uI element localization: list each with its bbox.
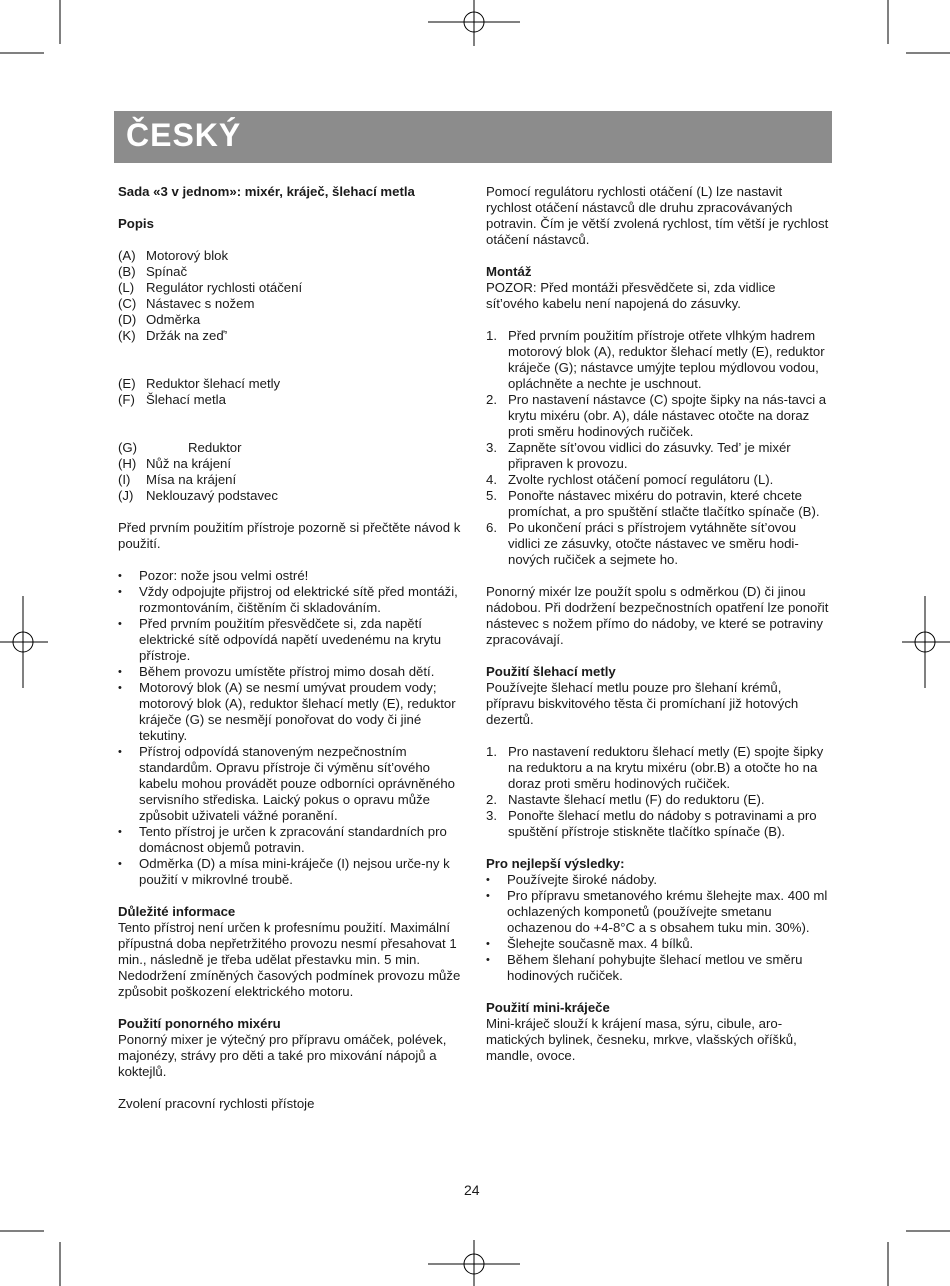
list-item: 4. Zvolte rychlost otáčení pomocí regulátoru (L).	[486, 472, 774, 487]
list-item: • Před prvním použitím přesvědčete si, zda napětí elektrické sítě odpovídá napětí uvedenému na krytu přístroje.	[118, 616, 464, 664]
parts-list-c	[118, 440, 464, 504]
parts-list-a	[118, 248, 464, 344]
montaz-heading: Montáž	[486, 264, 532, 279]
product-title: Sada «3 v jednom»: mixér, kráječ, šlehací metla	[118, 184, 415, 199]
mini-heading: Použití mini-kráječe	[486, 1000, 610, 1015]
list-item: • Odměrka (D) a mísa mini-kráječe (I) nejsou urče-ny k použití v mikrovlné troubě.	[118, 856, 464, 888]
part-item: (F) Šlehací metla	[118, 392, 226, 407]
part-item: (I) Mísa na krájení	[118, 472, 237, 487]
left-column	[118, 184, 464, 1112]
list-item: • Tento přístroj je určen k zpracování standardních pro domácnost objemů potravin.	[118, 824, 464, 856]
list-item: • Používejte široké nádoby.	[486, 872, 831, 888]
intro-text: Před prvním použitím přístroje pozorně si přečtěte návod k použití.	[118, 520, 461, 551]
ponorny-text: Ponorný mixér lze použít spolu s odměrkou (D) či jinou nádobou. Při dodržení bezpečnostních opatření lze ponořit nástevec s nožem přímo do nádoby, ve které se potraviny zpracovávají.	[486, 584, 829, 647]
whisk-heading: Použití šlehací metly	[486, 664, 616, 679]
mixer-heading: Použití ponorného mixéru	[118, 1016, 281, 1031]
important-text: Tento přístroj není určen k profesnímu použití. Maximální přípustná doba nepřetržitého provozu nesmí přesahovat 1 min., následně je třeba udělat přestavku min. 5 min. Nedodržení zmíněných časových podmínek provozu může způsobit poškození elektrického motoru.	[118, 920, 461, 999]
page-title: ČESKÝ	[126, 117, 242, 153]
right-column	[486, 184, 831, 1064]
list-item: • Během šlehaní pohybujte šlehací metlou ve směru hodinových ručiček.	[486, 952, 831, 984]
list-item: 2. Pro nastavení nástavce (C) spojte šipky na nás-tavci a krytu mixéru (obr. A), dále nástavec otočte na doraz proti směru hodinových ručiček.	[486, 392, 827, 439]
part-item: (G) Reduktor	[118, 440, 242, 455]
part-item: (A) Motorový blok	[118, 248, 229, 263]
best-heading: Pro nejlepší výsledky:	[486, 856, 625, 871]
montaz-warning: POZOR: Před montáži přesvědčete si, zda vidlice sít’ového kabelu není napojená do zásuvky.	[486, 280, 776, 311]
safety-bullets	[118, 568, 464, 888]
part-item: (J) Neklouzavý podstavec	[118, 488, 278, 503]
list-item: 1. Před prvním použitím přístroje otřete vlhkým hadrem motorový blok (A), reduktor šlehací metly (E), reduktor kráječe (G); nástavce umýjte teplou mýdlovou vodou, opláchněte a nechte je uschnout.	[486, 328, 825, 391]
list-item: 3. Zapněte sít’ovou vidlici do zásuvky. Ted’ je mixér připraven k provozu.	[486, 440, 791, 471]
list-item: • Vždy odpojujte přijstroj od elektrické sítě před montáži, rozmontováním, čištěním či skladováním.	[118, 584, 464, 616]
list-item: 6. Po ukončení práci s přístrojem vytáhněte sít’ovou vidlici ze zásuvky, otočte nástavec ve směru hodi-nových ručiček a sejmete ho.	[486, 520, 799, 567]
best-bullets	[486, 872, 831, 984]
language-header-bar	[114, 111, 832, 163]
parts-list-b	[118, 376, 464, 408]
popis-heading: Popis	[118, 216, 154, 231]
important-heading: Důležité informace	[118, 904, 236, 919]
list-item: 3. Ponořte šlehací metlu do nádoby s potravinami a pro spuštění přístroje stiskněte tlačítko spínače (B).	[486, 808, 817, 839]
list-item: 1. Pro nastavení reduktoru šlehací metly (E) spojte šipky na reduktoru a na krytu mixéru (obr.B) a otočte ho na doraz proti směru hodinových ručiček.	[486, 744, 824, 791]
part-item: (C) Nástavec s nožem	[118, 296, 255, 311]
list-item: • Přístroj odpovídá stanoveným nezpečnostním standardům. Opravu přístroje či výměnu sít’ového kabelu mohou provádět pouze odborníci oprávněného servisního střediska. Laický pokus o opravu může způsobit uživateli vážné poranění.	[118, 744, 464, 824]
part-item: (D) Odměrka	[118, 312, 201, 327]
mixer-text: Ponorný mixer je výtečný pro přípravu omáček, polévek, majonézy, strávy pro děti a také pro mixování nápojů a koktejlů.	[118, 1032, 447, 1079]
whisk-text: Používejte šlehací metlu pouze pro šlehaní krémů, přípravu biskvitového těsta či promíchaní již hotových dezertů.	[486, 680, 799, 727]
list-item: • Šlehejte současně max. 4 bílků.	[486, 936, 831, 952]
list-item: • Během provozu umístěte přístroj mimo dosah dětí.	[118, 664, 464, 680]
list-item: • Pozor: nože jsou velmi ostré!	[118, 568, 464, 584]
list-item: 5. Ponořte nástavec mixéru do potravin, které chcete promíchat, a pro spuštění stlačte tlačítko spínače (B).	[486, 488, 820, 519]
part-item: (H) Nůž na krájení	[118, 456, 232, 471]
list-item: • Pro přípravu smetanového krému šlehejte max. 400 ml ochlazených komponetů (používejte smetanu ochazenou do +4-8°C a s obsahem tuku min. 30%).	[486, 888, 831, 936]
speed-description: Pomocí regulátoru rychlosti otáčení (L) lze nastavit rychlost otáčení nástavců dle druhu zpracovávaných potravin. Čím je větší zvolená rychlost, tím větší je rychlost otáčení nástavců.	[486, 184, 829, 247]
montaz-steps	[486, 328, 831, 568]
mini-text: Mini-kráječ slouží k krájení masa, sýru, cibule, aro-matických bylinek, česneku, mrkve, vlašských oříšků, mandle, ovoce.	[486, 1016, 797, 1063]
whisk-steps	[486, 744, 831, 840]
page-number: 24	[464, 1182, 480, 1198]
list-item: 2. Nastavte šlehací metlu (F) do reduktoru (E).	[486, 792, 765, 807]
speed-text: Zvolení pracovní rychlosti přístoje	[118, 1096, 315, 1111]
part-item: (B) Spínač	[118, 264, 188, 279]
part-item: (K) Držák na zeď’	[118, 328, 228, 343]
list-item: • Motorový blok (A) se nesmí umývat proudem vody; motorový blok (A), reduktor šlehací metly (E), reduktor kráječe (G) se nesmějí ponořovat do vody či jiné tekutiny.	[118, 680, 464, 744]
part-item: (L) Regulátor rychlosti otáčení	[118, 280, 303, 295]
part-item: (E) Reduktor šlehací metly	[118, 376, 281, 391]
